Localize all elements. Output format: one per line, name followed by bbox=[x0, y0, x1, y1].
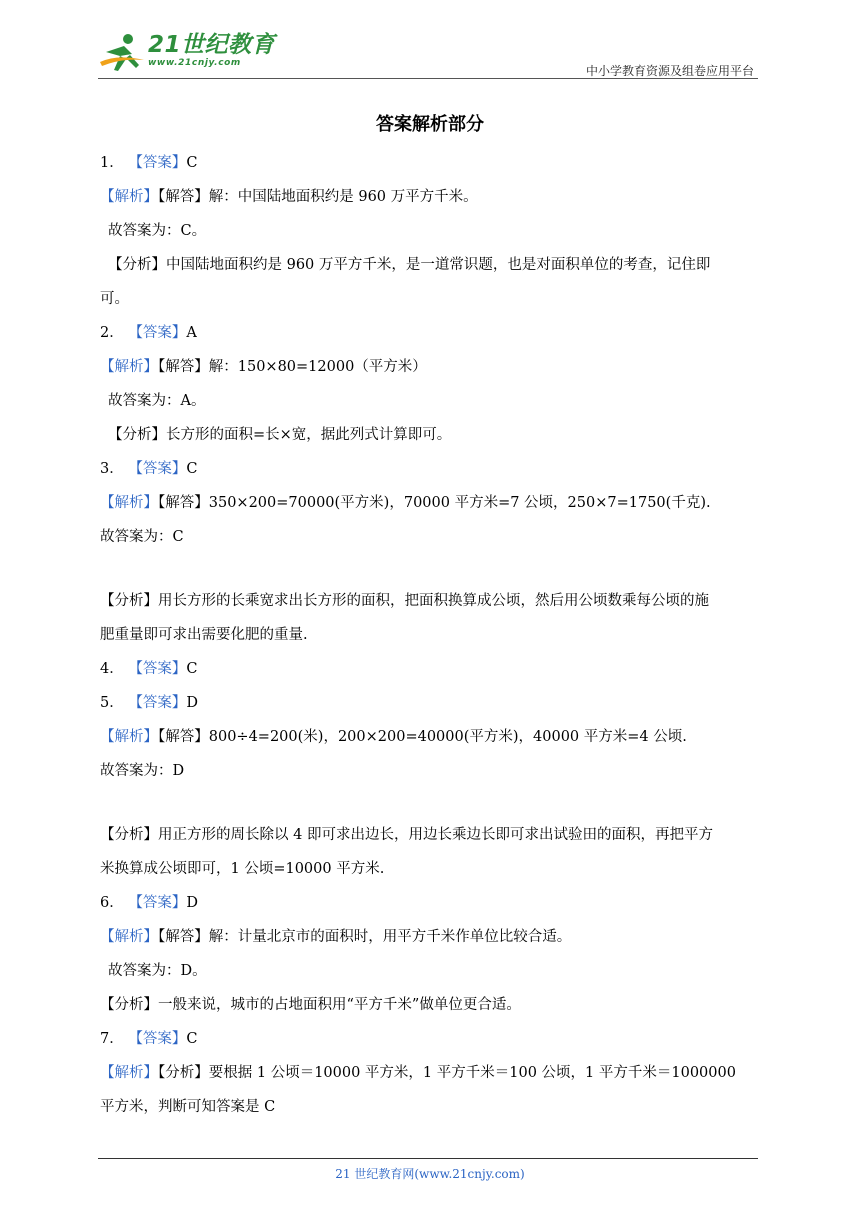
page-title: 答案解析部分 bbox=[376, 114, 484, 135]
logo bbox=[98, 32, 275, 76]
answer-tag: 【答案】 bbox=[128, 461, 187, 477]
q5-analysis-line1: 【分析】用正方形的周长除以 4 即可求出边长，用边长乘边长即可求出试验田的面积，再把平方 bbox=[100, 827, 713, 843]
analysis-tag: 【解析】 bbox=[100, 1065, 158, 1081]
q5-solution-line: 【解析】【解答】800÷4=200(米)，200×200=40000(平方米)，40000 平方米=4 公顷. bbox=[100, 729, 687, 745]
q2-solution-line: 【解析】【解答】解：150×80=12000（平方米） bbox=[100, 359, 427, 375]
q3-analysis-line1: 【分析】用长方形的长乘宽求出长方形的面积，把面积换算成公顷，然后用公顷数乘每公顷的施 bbox=[100, 593, 709, 609]
analysis-tag: 【解析】 bbox=[100, 929, 158, 945]
analysis-tag: 【解析】 bbox=[100, 495, 158, 511]
q5-conclusion: 故答案为：D bbox=[100, 763, 185, 779]
q7-analysis-line1: 【解析】【分析】要根据 1 公顷＝10000 平方米，1 平方千米＝100 公顷，1 平方千米＝1000000 bbox=[100, 1065, 736, 1081]
answer-tag: 【答案】 bbox=[128, 895, 187, 911]
q6-conclusion: 故答案为：D。 bbox=[108, 963, 207, 979]
footer-text: 21 世纪教育网(www.21cnjy.com) bbox=[335, 1167, 525, 1181]
q1-conclusion: 故答案为：C。 bbox=[108, 223, 207, 239]
logo-url: www.21cnjy.com bbox=[148, 58, 241, 68]
q1-analysis-line1: 【分析】中国陆地面积约是 960 万平方千米，是一道常识题，也是对面积单位的考查，记住即 bbox=[108, 257, 711, 273]
runner-logo-icon bbox=[98, 32, 146, 76]
q2-conclusion: 故答案为：A。 bbox=[108, 393, 206, 409]
q6-solution-line: 【解析】【解答】解：计量北京市的面积时，用平方千米作单位比较合适。 bbox=[100, 929, 572, 945]
answer-content bbox=[100, 146, 760, 1124]
q7-answer-line: 7． 【答案】C bbox=[100, 1031, 198, 1047]
footer-divider bbox=[98, 1158, 758, 1159]
analysis-tag: 【解析】 bbox=[100, 189, 158, 205]
q3-conclusion: 故答案为：C bbox=[100, 529, 184, 545]
q2-analysis: 【分析】长方形的面积=长×宽，据此列式计算即可。 bbox=[108, 427, 452, 443]
analysis-tag: 【解析】 bbox=[100, 359, 158, 375]
q3-analysis-line2: 肥重量即可求出需要化肥的重量. bbox=[100, 627, 308, 643]
page-header bbox=[98, 28, 758, 78]
q3-answer-line: 3． 【答案】C bbox=[100, 461, 198, 477]
q1-answer-line: 1． 【答案】C bbox=[100, 155, 198, 171]
q2-answer-line: 2． 【答案】A bbox=[100, 325, 197, 341]
q7-analysis-line2: 平方米，判断可知答案是 C bbox=[100, 1099, 276, 1115]
q5-answer-line: 5． 【答案】D bbox=[100, 695, 198, 711]
q4-answer-line: 4． 【答案】C bbox=[100, 661, 198, 677]
analysis-tag: 【解析】 bbox=[100, 729, 158, 745]
answer-tag: 【答案】 bbox=[128, 155, 187, 171]
answer-tag: 【答案】 bbox=[128, 661, 187, 677]
q6-answer-line: 6． 【答案】D bbox=[100, 895, 198, 911]
answer-tag: 【答案】 bbox=[128, 325, 187, 341]
answer-tag: 【答案】 bbox=[128, 695, 187, 711]
q5-analysis-line2: 米换算成公顷即可，1 公顷=10000 平方米. bbox=[100, 861, 385, 877]
q1-analysis-line2: 可。 bbox=[100, 291, 129, 307]
q6-analysis: 【分析】一般来说，城市的占地面积用“平方千米”做单位更合适。 bbox=[100, 997, 521, 1013]
platform-name: 中小学教育资源及组卷应用平台 bbox=[585, 64, 754, 78]
header-divider bbox=[98, 78, 758, 79]
q3-solution-line: 【解析】【解答】350×200=70000(平方米)，70000 平方米=7 公顷，250×7=1750(千克). bbox=[100, 495, 711, 511]
logo-text: 21世纪教育 bbox=[148, 32, 276, 58]
q1-solution-line: 【解析】【解答】解：中国陆地面积约是 960 万平方千米。 bbox=[100, 189, 478, 205]
answer-tag: 【答案】 bbox=[128, 1031, 187, 1047]
